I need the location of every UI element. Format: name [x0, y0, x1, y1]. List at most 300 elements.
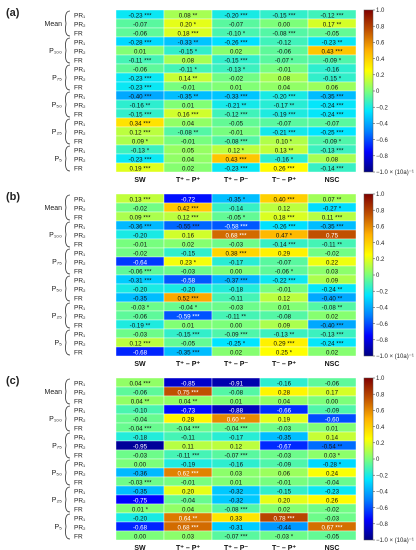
cell-value-label: -0.28 * — [322, 461, 342, 469]
cell-value-label: 0.12 — [229, 443, 243, 451]
cell-value-label: 0.17 — [325, 389, 339, 397]
cell-value-label: 0.75 — [325, 232, 339, 240]
cell-value-label: 0.23 * — [179, 259, 197, 267]
row-label: FR — [74, 398, 83, 406]
cell-value-label: 0.06 — [325, 84, 339, 92]
cell-value-label: -0.04 * — [178, 304, 198, 312]
cell-value-label: -0.20 — [132, 286, 148, 294]
cell-value-label: -0.07 — [276, 259, 292, 267]
row-label: PR₁ — [74, 196, 86, 204]
cell-value-label: 0.43 *** — [321, 48, 343, 56]
cell-value-label: -0.36 *** — [128, 223, 152, 231]
colorbar-tick-label: −0.8 — [376, 154, 388, 160]
group-label: P₅ — [54, 156, 62, 163]
row-label: PR₁ — [74, 461, 86, 469]
row-label: PR₂ — [74, 75, 86, 83]
row-label: FR — [74, 349, 83, 357]
cell-value-label: -0.21 *** — [272, 129, 296, 137]
cell-value-label: 0.40 *** — [273, 196, 295, 204]
panel-letter: (b) — [6, 191, 21, 203]
cell-value-label: 0.13 *** — [129, 196, 151, 204]
cell-value-label: -0.60 — [324, 416, 340, 424]
cell-value-label: 0.02 — [325, 349, 339, 357]
colorbar-tick-label: −0.4 — [376, 489, 388, 496]
cell-value-label: -0.05 — [180, 340, 196, 348]
cell-value-label: -0.11 * — [179, 66, 197, 74]
colorbar — [364, 378, 373, 540]
cell-value-label: 0.29 *** — [273, 340, 295, 348]
cell-value-label: 0.33 — [229, 515, 243, 523]
row-label: PR₂ — [74, 102, 86, 110]
colorbar-tick-label: −1.0 × (10a)⁻¹ — [376, 354, 414, 361]
row-label: PR₁ — [74, 304, 86, 312]
cell-value-label: -0.09 — [276, 461, 292, 469]
cell-value-label: -0.08 *** — [224, 138, 248, 146]
cell-value-label: -0.20 — [180, 286, 196, 294]
row-label: PR₁ — [74, 12, 86, 20]
row-label: PR₁ — [74, 434, 86, 442]
row-label: PR₂ — [74, 340, 86, 348]
group-label: P₂₅ — [51, 497, 62, 504]
row-label: FR — [74, 111, 83, 119]
column-label: SW — [134, 361, 146, 368]
colorbar-tick-label: 0.2 — [376, 441, 385, 447]
cell-value-label: -0.08 — [228, 389, 244, 397]
cell-value-label: -0.01 — [180, 138, 196, 146]
cell-value-label: -0.23 *** — [128, 75, 152, 83]
row-label: FR — [74, 425, 83, 433]
cell-value-label: -0.23 — [324, 488, 340, 496]
cell-value-label: -0.01 — [180, 84, 196, 92]
cell-value-label: -0.02 — [132, 205, 148, 213]
cell-value-label: 0.17 ** — [322, 21, 342, 29]
cell-value-label: 0.00 — [133, 533, 147, 541]
row-label: PR₂ — [74, 286, 86, 294]
cell-value-label: 0.22 — [325, 259, 339, 267]
cell-value-label: 0.00 — [325, 398, 339, 406]
cell-value-label: -0.15 — [180, 250, 196, 258]
group-brace — [66, 119, 71, 144]
cell-value-label: -0.14 — [228, 205, 244, 213]
row-label: PR₂ — [74, 129, 86, 137]
row-label: FR — [74, 165, 83, 173]
cell-value-label: 0.78 *** — [273, 515, 295, 523]
row-label: FR — [74, 84, 83, 92]
cell-value-label: 0.02 — [229, 48, 243, 56]
cell-value-label: -0.88 — [228, 407, 244, 415]
cell-value-label: -0.11 *** — [128, 57, 152, 65]
cell-value-label: 0.75 *** — [177, 389, 199, 397]
cell-value-label: 0.01 — [133, 48, 147, 56]
group-brace — [66, 92, 71, 117]
row-label: PR₁ — [74, 407, 86, 415]
cell-value-label: 0.08 — [277, 75, 291, 83]
cell-value-label: -0.26 *** — [272, 223, 296, 231]
cell-value-label: 0.03 — [325, 268, 339, 276]
cell-value-label: 0.43 *** — [225, 156, 247, 164]
row-label: PR₁ — [74, 39, 86, 47]
cell-value-label: -0.13 *** — [320, 331, 344, 339]
cell-value-label: -0.15 * — [178, 48, 198, 56]
row-label: FR — [74, 268, 83, 276]
row-label: PR₂ — [74, 313, 86, 321]
cell-value-label: 0.12 * — [227, 147, 245, 155]
cell-value-label: 0.12 — [277, 295, 291, 303]
row-label: FR — [74, 322, 83, 330]
cell-value-label: 0.02 — [277, 506, 291, 514]
cell-value-label: -0.07 *** — [224, 452, 248, 460]
cell-value-label: -0.24 *** — [320, 340, 344, 348]
cell-value-label: -0.15 *** — [176, 331, 200, 339]
group-label: P₇₅ — [52, 75, 62, 82]
cell-value-label: 0.68 *** — [225, 232, 247, 240]
column-label: T⁺ – P⁺ — [175, 177, 201, 184]
column-label: T⁺ – P⁻ — [223, 545, 249, 550]
cell-value-label: 0.07 ** — [322, 196, 342, 204]
cell-value-label: -0.05 — [324, 533, 340, 541]
cell-value-label: -0.35 * — [226, 196, 246, 204]
cell-value-label: 0.04 ** — [178, 398, 198, 406]
colorbar-tick-label: −1.0 × (10a)⁻¹ — [376, 538, 414, 545]
colorbar-tick-label: 0.2 — [376, 73, 385, 79]
cell-value-label: 0.62 *** — [177, 470, 199, 478]
cell-value-label: -0.06 — [276, 48, 292, 56]
colorbar-tick-label: 0 — [376, 89, 380, 96]
cell-value-label: -0.19 *** — [272, 111, 296, 119]
colorbar — [364, 10, 373, 172]
cell-value-label: -0.03 * — [130, 304, 150, 312]
cell-value-label: -0.03 * — [274, 533, 294, 541]
cell-value-label: -0.06 *** — [128, 268, 152, 276]
cell-value-label: 0.10 * — [275, 138, 293, 146]
group-brace — [66, 460, 71, 485]
cell-value-label: -0.25 *** — [320, 129, 344, 137]
cell-value-label: 0.64 ** — [178, 515, 198, 523]
cell-value-label: -0.24 *** — [320, 102, 344, 110]
cell-value-label: 0.09 *** — [129, 214, 151, 222]
group-label: P₇₅ — [52, 443, 62, 450]
cell-value-label: -0.04 — [324, 479, 340, 487]
row-label: PR₁ — [74, 331, 86, 339]
cell-value-label: -0.33 ** — [177, 39, 199, 47]
cell-value-label: 0.00 — [277, 21, 291, 29]
cell-value-label: -0.20 — [132, 515, 148, 523]
colorbar-tick-label: 0.6 — [376, 408, 385, 415]
cell-value-label: -0.15 * — [322, 75, 342, 83]
cell-value-label: -0.03 *** — [128, 479, 152, 487]
cell-value-label: -0.08 *** — [224, 506, 248, 514]
cell-value-label: -0.06 * — [274, 268, 294, 276]
heatmap-panel — [6, 7, 414, 184]
cell-value-label: 0.11 — [182, 443, 194, 451]
cell-value-label: -0.95 — [132, 443, 148, 451]
cell-value-label: 0.20 — [277, 497, 291, 505]
colorbar-tick-label: −1.0 × (10a)⁻¹ — [376, 170, 414, 177]
cell-value-label: -0.25 * — [226, 340, 246, 348]
row-label: PR₂ — [74, 205, 86, 213]
cell-value-label: -0.32 — [228, 497, 244, 505]
cell-value-label: 0.26 *** — [273, 165, 295, 173]
cell-value-label: 0.08 — [181, 57, 195, 65]
cell-value-label: -0.35 *** — [320, 93, 344, 101]
cell-value-label: -0.01 — [180, 479, 196, 487]
cell-value-label: -0.07 * — [274, 57, 294, 65]
cell-value-label: -0.11 — [181, 434, 195, 442]
cell-value-label: -0.67 — [276, 443, 292, 451]
colorbar-tick-label: −0.8 — [376, 522, 388, 528]
cell-value-label: 0.11 *** — [321, 214, 343, 222]
cell-value-label: -0.12 — [276, 39, 292, 47]
cell-value-label: 0.04 — [277, 398, 291, 406]
cell-value-label: -0.37 *** — [224, 277, 248, 285]
cell-value-label: -0.04 *** — [176, 425, 200, 433]
cell-value-label: -0.72 — [180, 196, 196, 204]
cell-value-label: -0.11 ** — [225, 313, 247, 321]
row-label: PR₂ — [74, 470, 86, 478]
cell-value-label: 0.01 * — [131, 506, 149, 514]
cell-value-label: 0.26 — [325, 497, 339, 505]
colorbar-tick-label: 0.4 — [376, 56, 385, 63]
cell-value-label: -0.17 — [228, 434, 244, 442]
cell-value-label: 0.01 — [229, 479, 243, 487]
cell-value-label: -0.15 *** — [224, 57, 248, 65]
cell-value-label: -0.24 *** — [320, 111, 344, 119]
group-brace — [66, 303, 71, 328]
cell-value-label: -0.33 *** — [224, 93, 248, 101]
cell-value-label: -0.68 — [132, 349, 148, 357]
cell-value-label: -0.07 — [276, 120, 292, 128]
cell-value-label: 0.01 — [181, 102, 195, 110]
cell-value-label: -0.09 — [324, 407, 340, 415]
cell-value-label: -0.44 — [276, 524, 292, 532]
group-brace — [66, 146, 71, 171]
column-label: T⁻ – P⁺ — [271, 177, 297, 184]
cell-value-label: -0.23 *** — [128, 156, 152, 164]
group-label: P₅ — [54, 524, 62, 531]
cell-value-label: -0.16 * — [274, 156, 294, 164]
row-label: PR₂ — [74, 389, 86, 397]
colorbar-tick-label: −0.8 — [376, 338, 388, 344]
row-label: PR₁ — [74, 250, 86, 258]
cell-value-label: -0.12 *** — [224, 111, 248, 119]
colorbar-tick-label: 0.6 — [376, 224, 385, 231]
cell-value-label: -0.03 — [276, 425, 292, 433]
cell-value-label: 0.16 *** — [177, 111, 199, 119]
cell-value-label: -0.15 *** — [128, 111, 152, 119]
colorbar-tick-label: −0.2 — [376, 289, 388, 296]
cell-value-label: -0.85 — [180, 380, 196, 388]
column-label: T⁺ – P⁻ — [223, 177, 249, 184]
column-label: SW — [134, 545, 146, 550]
cell-value-label: -0.40 *** — [128, 93, 152, 101]
cell-value-label: 0.52 *** — [177, 295, 199, 303]
colorbar-tick-label: 0.8 — [376, 392, 385, 399]
colorbar-tick-label: 0.4 — [376, 424, 385, 431]
cell-value-label: -0.06 — [132, 313, 148, 321]
cell-value-label: -0.35 — [276, 434, 292, 442]
row-label: PR₁ — [74, 515, 86, 523]
cell-value-label: -0.16 — [276, 380, 292, 388]
row-label: PR₁ — [74, 277, 86, 285]
cell-value-label: -0.07 — [228, 21, 244, 29]
cell-value-label: -0.15 — [276, 488, 292, 496]
group-label: P₇₅ — [52, 259, 62, 266]
cell-value-label: -0.14 *** — [272, 241, 296, 249]
colorbar-tick-label: 0.8 — [376, 24, 385, 31]
cell-value-label: 0.18 *** — [177, 30, 199, 38]
cell-value-label: 0.12 *** — [129, 129, 151, 137]
cell-value-label: -0.20 *** — [272, 93, 296, 101]
cell-value-label: -0.75 — [132, 497, 148, 505]
cell-value-label: -0.04 *** — [128, 425, 152, 433]
colorbar-tick-label: −0.2 — [376, 105, 388, 112]
cell-value-label: -0.58 — [180, 277, 196, 285]
cell-value-label: 0.01 — [229, 398, 243, 406]
cell-value-label: 0.04 ** — [130, 398, 150, 406]
row-label: PR₂ — [74, 416, 86, 424]
row-label: PR₂ — [74, 443, 86, 451]
cell-value-label: 0.01 — [325, 425, 339, 433]
colorbar-tick-label: 0.6 — [376, 40, 385, 47]
group-label: P₂₅ — [51, 129, 62, 136]
column-label: SW — [134, 177, 146, 184]
cell-value-label: -0.11 ** — [321, 241, 343, 249]
row-label: PR₂ — [74, 232, 86, 240]
cell-value-label: -0.04 — [180, 497, 196, 505]
cell-value-label: 0.25 * — [275, 349, 293, 357]
colorbar-tick-label: 0 — [376, 457, 380, 464]
cell-value-label: 0.28 — [277, 389, 291, 397]
cell-value-label: -0.15 *** — [272, 12, 296, 20]
group-brace — [66, 379, 71, 404]
cell-value-label: 0.29 — [277, 250, 291, 258]
panel-letter: (c) — [6, 375, 20, 387]
cell-value-label: 0.13 ** — [274, 147, 294, 155]
cell-value-label: 0.02 — [325, 313, 339, 321]
cell-value-label: -0.21 ** — [225, 102, 247, 110]
row-label: PR₁ — [74, 66, 86, 74]
row-label: PR₁ — [74, 488, 86, 496]
cell-value-label: 0.68 *** — [177, 524, 199, 532]
group-label: Mean — [44, 389, 62, 396]
cell-value-label: 0.12 *** — [177, 214, 199, 222]
row-label: PR₂ — [74, 497, 86, 505]
cell-value-label: 0.08 — [325, 156, 339, 164]
cell-value-label: 0.14 ** — [178, 75, 198, 83]
cell-value-label: -0.05 — [228, 120, 244, 128]
group-label: P₁₀₀ — [49, 232, 62, 239]
colorbar-tick-label: 0 — [376, 273, 380, 280]
cell-value-label: -0.13 * — [130, 147, 150, 155]
cell-value-label: -0.01 — [132, 241, 148, 249]
cell-value-label: -0.35 — [132, 488, 148, 496]
row-label: PR₁ — [74, 120, 86, 128]
cell-value-label: -0.23 ** — [321, 39, 343, 47]
row-label: FR — [74, 30, 83, 38]
cell-value-label: -0.03 — [132, 331, 148, 339]
cell-value-label: -0.11 — [229, 295, 243, 303]
row-label: PR₂ — [74, 156, 86, 164]
cell-value-label: -0.35 ** — [177, 93, 199, 101]
cell-value-label: 0.01 — [277, 304, 291, 312]
group-label: P₅ — [54, 340, 62, 347]
row-label: PR₁ — [74, 223, 86, 231]
cell-value-label: 0.19 — [277, 416, 291, 424]
cell-value-label: -0.58 *** — [224, 223, 248, 231]
group-brace — [66, 11, 71, 36]
cell-value-label: 0.00 — [133, 461, 147, 469]
cell-value-label: -0.35 *** — [176, 349, 200, 357]
cell-value-label: -0.16 — [228, 461, 244, 469]
colorbar-tick-label: 0.2 — [376, 257, 385, 263]
cell-value-label: 0.20 * — [179, 21, 197, 29]
cell-value-label: -0.10 — [132, 407, 148, 415]
cell-value-label: 0.16 — [181, 232, 195, 240]
row-label: PR₁ — [74, 147, 86, 155]
cell-value-label: 0.09 — [277, 322, 291, 330]
cell-value-label: -0.17 — [228, 259, 244, 267]
cell-value-label: -0.64 — [132, 259, 148, 267]
cell-value-label: 0.03 — [229, 470, 243, 478]
column-label: T⁺ – P⁺ — [175, 361, 201, 368]
group-label: P₁₀₀ — [49, 48, 62, 55]
cell-value-label: -0.01 — [276, 479, 292, 487]
row-label: FR — [74, 214, 83, 222]
row-label: FR — [74, 479, 83, 487]
cell-value-label: -0.05 * — [226, 214, 246, 222]
cell-value-label: 0.05 — [181, 147, 195, 155]
panel-letter: (a) — [6, 7, 20, 19]
group-brace — [66, 249, 71, 274]
cell-value-label: 0.24 — [325, 470, 339, 478]
cell-value-label: -0.16 — [324, 66, 340, 74]
row-label: FR — [74, 533, 83, 541]
colorbar-tick-label: −0.4 — [376, 305, 388, 312]
cell-value-label: -0.06 — [132, 30, 148, 38]
cell-value-label: 0.38 *** — [225, 250, 247, 258]
colorbar-tick-label: 1.0 — [376, 8, 385, 15]
cell-value-label: -0.08 ** — [177, 129, 199, 137]
cell-value-label: -0.03 — [228, 304, 244, 312]
cell-value-label: -0.07 *** — [224, 533, 248, 541]
cell-value-label: -0.03 — [180, 268, 196, 276]
cell-value-label: 0.04 *** — [129, 380, 151, 388]
row-label: PR₂ — [74, 48, 86, 56]
cell-value-label: 0.00 — [229, 322, 243, 330]
colorbar-tick-label: −0.6 — [376, 137, 388, 144]
group-brace — [66, 195, 71, 220]
cell-value-label: 0.19 *** — [129, 165, 151, 173]
cell-value-label: 0.03 — [181, 533, 195, 541]
heatmap-panel — [6, 191, 414, 368]
cell-value-label: -0.27 * — [322, 205, 342, 213]
cell-value-label: -0.40 *** — [320, 322, 344, 330]
cell-value-label: -0.31 *** — [128, 277, 152, 285]
column-label: T⁺ – P⁺ — [175, 545, 201, 550]
heatmap-panel — [6, 375, 414, 550]
column-label: T⁻ – P⁺ — [271, 545, 297, 550]
row-label: FR — [74, 452, 83, 460]
group-brace — [66, 514, 71, 539]
group-label: P₅₀ — [51, 470, 62, 477]
cell-value-label: 0.42 *** — [177, 205, 199, 213]
cell-value-label: 0.14 — [325, 434, 339, 442]
group-label: P₅₀ — [51, 102, 62, 109]
row-label: PR₁ — [74, 93, 86, 101]
cell-value-label: -0.17 ** — [273, 102, 295, 110]
column-label: NSC — [324, 177, 340, 184]
cell-value-label: -0.02 — [324, 250, 340, 258]
